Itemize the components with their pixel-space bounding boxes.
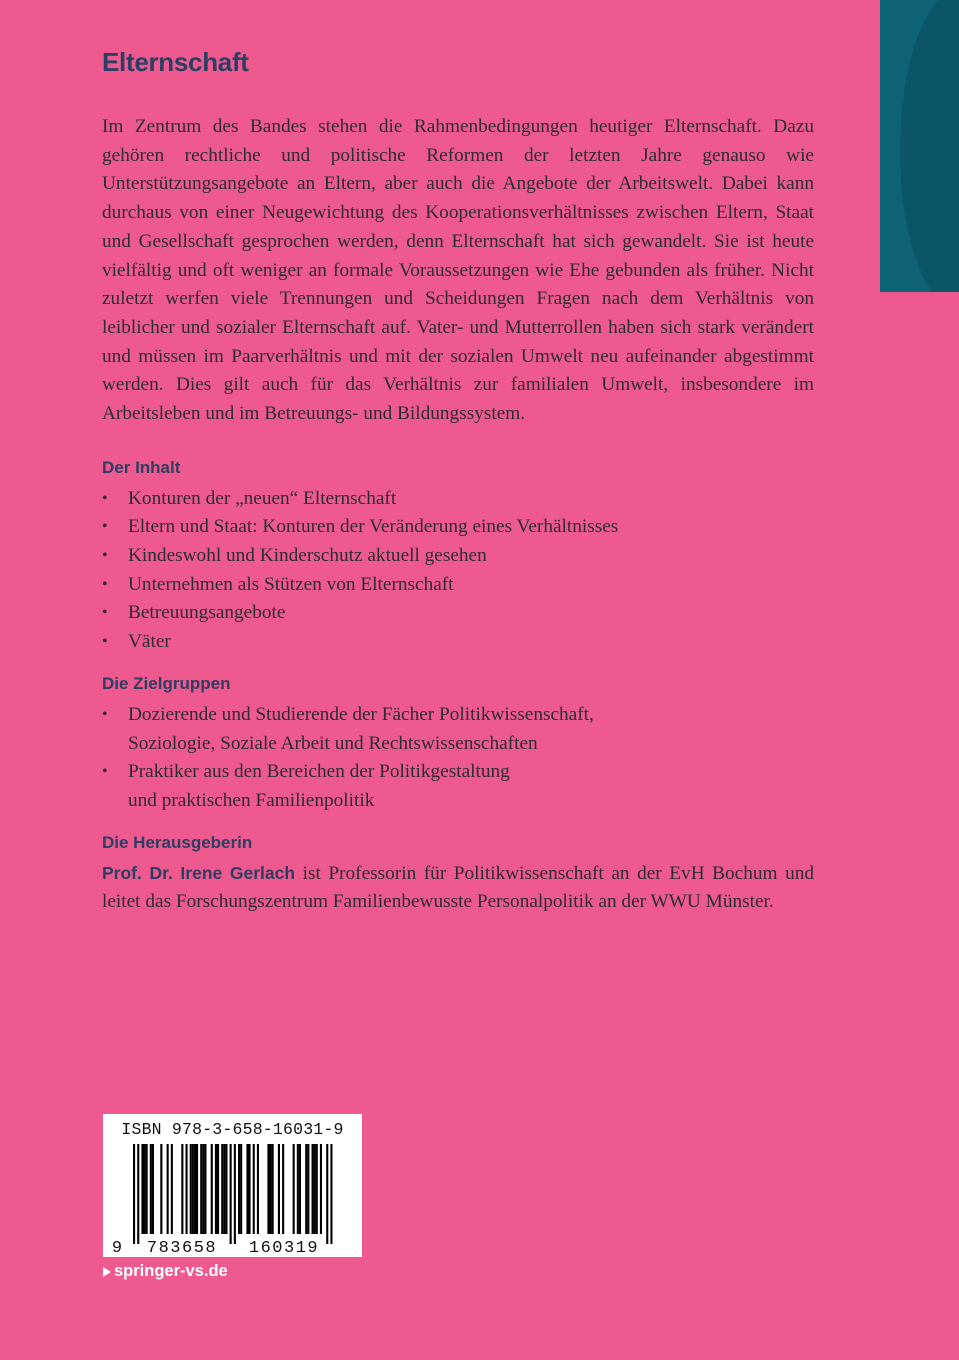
barcode-bar <box>320 1144 322 1234</box>
list-item <box>102 571 814 600</box>
barcode-bar <box>305 1144 307 1234</box>
audience-heading: Die Zielgruppen <box>102 674 231 694</box>
book-title: Elternschaft <box>102 47 249 77</box>
barcode-bar <box>217 1144 219 1234</box>
barcode-bar <box>293 1144 295 1234</box>
barcode-bar <box>167 1144 169 1234</box>
bullet-icon: • <box>102 546 108 564</box>
barcode-bar <box>160 1144 162 1234</box>
barcode-bar <box>215 1144 217 1234</box>
barcode-bar <box>150 1144 152 1234</box>
list-item-text: Konturen der „neuen“ Elternschaft <box>128 487 397 509</box>
cover-text <box>102 44 814 917</box>
bullet-icon: • <box>102 706 108 724</box>
barcode-digits-right: 160319 <box>248 1239 320 1257</box>
barcode-guard-bar <box>330 1144 332 1244</box>
barcode-digits-left: 783658 <box>146 1239 218 1257</box>
barcode-image <box>103 1114 362 1257</box>
barcode-guard-bar <box>133 1144 135 1244</box>
barcode-bar <box>257 1144 259 1234</box>
bullet-icon: • <box>102 604 108 622</box>
barcode-bar <box>270 1144 272 1234</box>
teal-band-shading <box>900 0 959 292</box>
barcode-guard-bar <box>234 1144 236 1244</box>
barcode-bar <box>272 1144 274 1234</box>
isbn-label: ISBN 978-3-658-16031-9 <box>121 1120 344 1139</box>
list-item <box>102 513 814 542</box>
isbn-barcode <box>103 1114 362 1257</box>
list-item <box>102 599 814 628</box>
barcode-bar <box>194 1144 196 1234</box>
bullet-icon: • <box>102 632 108 650</box>
list-item-text: Eltern und Staat: Konturen der Veränderung eines Verhältnisses <box>128 516 619 538</box>
list-item <box>102 701 814 758</box>
teal-accent-band <box>880 0 959 292</box>
barcode-bar <box>152 1144 154 1234</box>
barcode-bar <box>190 1144 192 1234</box>
barcode-bar <box>192 1144 194 1234</box>
barcode-guard-bar <box>230 1144 232 1244</box>
bullet-icon: • <box>102 763 108 781</box>
list-item <box>102 628 814 657</box>
list-item-text: Väter <box>128 630 171 652</box>
barcode-bar <box>171 1144 173 1234</box>
barcode-bar <box>238 1144 240 1234</box>
editor-heading: Die Herausgeberin <box>102 832 253 852</box>
barcode-bar <box>246 1144 248 1234</box>
barcode-bar <box>181 1144 183 1234</box>
contents-heading: Der Inhalt <box>102 457 181 477</box>
barcode-bar <box>316 1144 318 1234</box>
editor-bio <box>102 859 814 917</box>
barcode-bar <box>307 1144 309 1234</box>
list-item-line: Praktiker aus den Bereichen der Politikgestaltung <box>128 761 510 783</box>
barcode-digit-lead: 9 <box>111 1239 123 1257</box>
bullet-icon: • <box>102 518 108 536</box>
barcode-bar <box>223 1144 225 1234</box>
list-item <box>102 485 814 514</box>
publisher-website-text: springer-vs.de <box>114 1262 228 1280</box>
barcode-bar <box>196 1144 198 1234</box>
barcode-bar <box>278 1144 280 1234</box>
editor-name: Prof. Dr. Irene Gerlach <box>102 862 296 883</box>
list-item-text: Kindeswohl und Kinderschutz aktuell gesehen <box>128 544 487 566</box>
barcode-bar <box>202 1144 204 1234</box>
list-item-line: und praktischen Familienpolitik <box>128 790 375 812</box>
barcode-guard-bar <box>137 1144 139 1244</box>
list-item-line: Dozierende und Studierende der Fächer Politikwissenschaft, <box>128 704 594 726</box>
list-item <box>102 542 814 571</box>
audience-list <box>102 701 814 815</box>
barcode-bar <box>297 1144 299 1234</box>
barcode-bar <box>211 1144 213 1234</box>
barcode-bar <box>186 1144 188 1234</box>
barcode-bar <box>314 1144 316 1234</box>
barcode-bar <box>249 1144 251 1234</box>
barcode-bar <box>253 1144 255 1234</box>
editor-bio-text: ist Professorin für Politikwissenschaft an der EvH Bochum und leitet das Forschungszentrum Familienbewusste Personalpolitik an der WWU Münster. <box>102 862 815 913</box>
arrow-right-icon <box>103 1267 111 1277</box>
barcode-guard-bar <box>326 1144 328 1244</box>
barcode-bar <box>240 1144 242 1234</box>
list-item-text: Betreuungsangebote <box>128 602 286 624</box>
barcode-bar <box>146 1144 148 1234</box>
barcode-bar <box>141 1144 143 1234</box>
barcode-bar <box>204 1144 206 1234</box>
bullet-icon: • <box>102 489 108 507</box>
barcode-bar <box>282 1144 284 1234</box>
list-item-text: Unternehmen als Stützen von Elternschaft <box>128 573 454 595</box>
barcode-bar <box>267 1144 269 1234</box>
intro-paragraph: Im Zentrum des Bandes stehen die Rahmenbedingungen heutiger Elternschaft. Dazu gehören rechtliche und politische Reformen der letzten Jahre genauso wie Unterstützungsangebote an Eltern, aber auch die Angebote der Arbeitswelt. Dabei kann durchaus von einer Neugewichtung des Kooperationsverhältnisses zwischen Eltern, Staat und Gesellschaft gesprochen werden, denn Elternschaft hat sich gewandelt. Sie ist heute vielfältig und oft weniger an formale Voraussetzungen wie Ehe gebunden als früher. Nicht zuletzt werfen viele Trennungen und Scheidungen Fragen nach dem Verhältnis von leiblicher und sozialer Elternschaft auf. Vater- und Mutterrollen haben sich stark verändert und müssen im Paarverhältnis und mit der sozialen Umwelt neu aufeinander abgestimmt werden. Dies gilt auch für das Verhältnis zur familialen Umwelt, insbesondere im Arbeitsleben und im Betreuungs- und Bildungssystem. <box>102 116 814 425</box>
barcode-bar <box>225 1144 227 1234</box>
list-item-line: Soziologie, Soziale Arbeit und Rechtswissenschaften <box>128 732 538 754</box>
barcode-bar <box>312 1144 314 1234</box>
barcode-bar <box>144 1144 146 1234</box>
barcode-bar <box>200 1144 202 1234</box>
barcode-bar <box>299 1144 301 1234</box>
bullet-icon: • <box>102 575 108 593</box>
contents-list <box>102 485 814 657</box>
publisher-website-link[interactable] <box>103 1262 228 1281</box>
list-item <box>102 758 814 815</box>
barcode-bar <box>221 1144 223 1234</box>
